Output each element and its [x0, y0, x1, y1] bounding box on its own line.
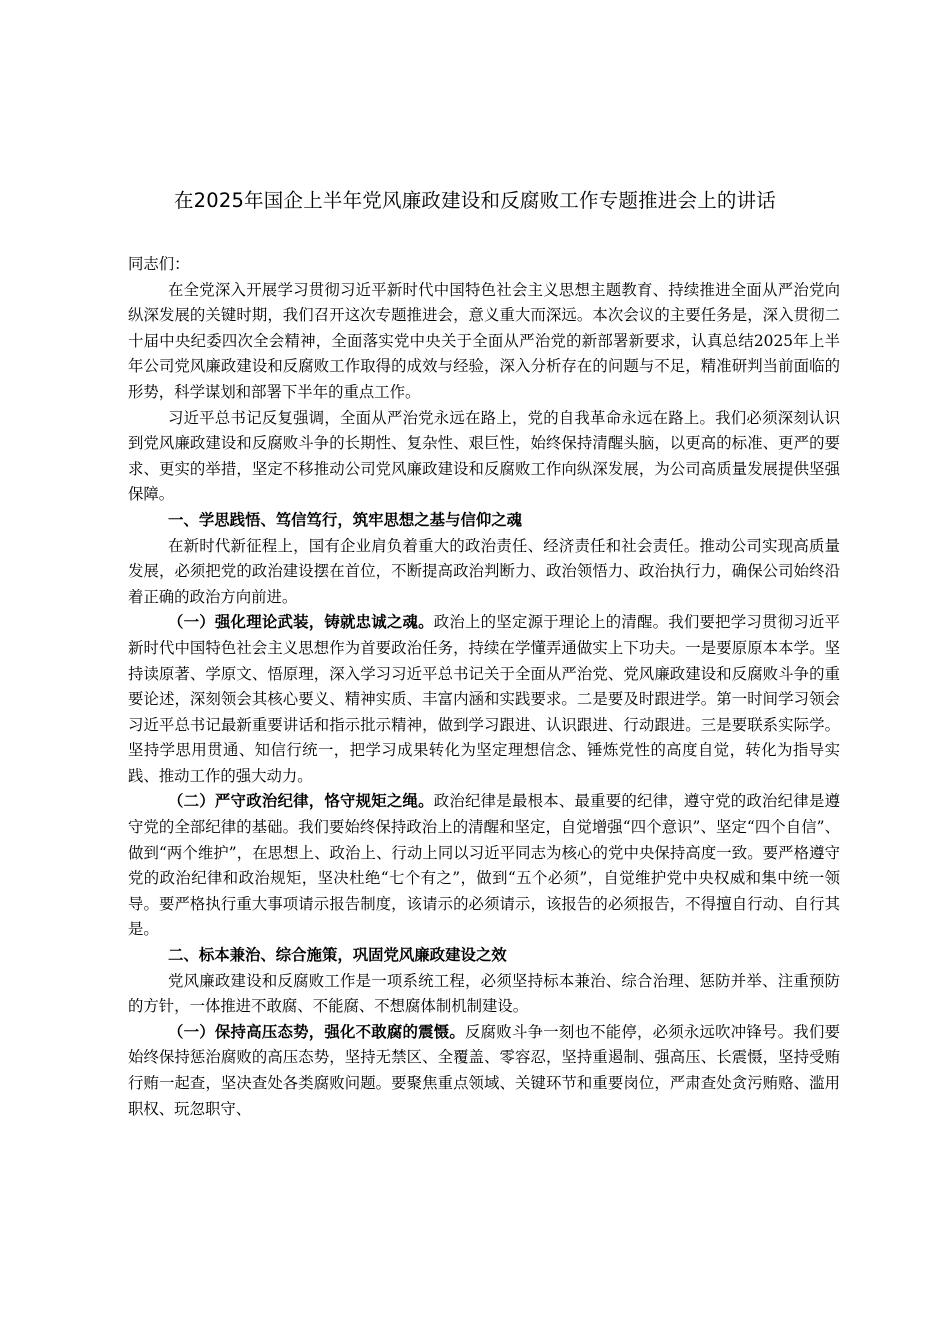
paragraph-political-discipline: [128, 789, 840, 943]
paragraph-text: 政治上的坚定源于理论上的清醒。我们要把学习贯彻习近平新时代中国特色社会主义思想作为首要政治任务，持续在学懂弄通做实上下功夫。一是要原原本本学。坚持读原著、学原文、悟原理，深入学习习近平总书记关于全面从严治党、党风廉政建设和反腐败斗争的重要论述，深刻领会其核心要义、精神实质、丰富内涵和实践要求。二是要及时跟进学。第一时间学习领会习近平总书记最新重要讲话和指示批示精神，做到学习跟进、认识跟进、行动跟进。三是要联系实际学。坚持学思用贯通、知信行统一，把学习成果转化为坚定理想信念、锤炼党性的高度自觉，转化为指导实践、推动工作的强大动力。: [128, 613, 840, 785]
paragraph-theory-armament: [128, 610, 840, 789]
paragraph-lead: （二）严守政治纪律，恪守规矩之绳。: [168, 792, 434, 811]
paragraph-high-pressure: [128, 1020, 840, 1122]
paragraph-text: 政治纪律是最根本、最重要的纪律，遵守党的政治纪律是遵守党的全部纪律的基础。我们要始终保持政治上的清醒和坚定，自觉增强“四个意识”、坚定“四个自信”、做到“两个维护”，在思想上、政治上、行动上同以习近平同志为核心的党中央保持高度一致。要严格遵守党的政治纪律和政治规矩，坚决杜绝“七个有之”，做到“五个必须”，自觉维护党中央权威和集中统一领导。要严格执行重大事项请示报告制度，该请示的必须请示，该报告的必须报告，不得擅自行动、自行其是。: [128, 792, 840, 939]
paragraph-lead: （一）保持高压态势，强化不敢腐的震慑。: [168, 1022, 466, 1041]
paragraph-political-building: 在新时代新征程上，国有企业肩负着重大的政治责任、经济责任和社会责任。推动公司实现高质量发展，必须把党的政治建设摆在首位，不断提高政治判断力、政治领悟力、政治执行力，确保公司始终沿着正确的政治方向前进。: [128, 536, 840, 606]
paragraph-system-engineering: 党风廉政建设和反腐败工作是一项系统工程，必须坚持标本兼治、综合治理、惩防并举、注重预防的方针，一体推进不敢腐、不能腐、不想腐体制机制建设。: [128, 971, 840, 1016]
document-body: [128, 252, 840, 1122]
document-title: 在2025年国企上半年党风廉政建设和反腐败工作专题推进会上的讲话: [173, 189, 777, 212]
section-heading-1: 一、学思践悟、笃信笃行，筑牢思想之基与信仰之魂: [168, 510, 523, 529]
section-heading-2: 二、标本兼治、综合施策，巩固党风廉政建设之效: [168, 946, 507, 965]
paragraph-strict-governance: 习近平总书记反复强调，全面从严治党永远在路上，党的自我革命永远在路上。我们必须深刻认识到党风廉政建设和反腐败斗争的长期性、复杂性、艰巨性，始终保持清醒头脑，以更高的标准、更严的要求、更实的举措，坚定不移推动公司党风廉政建设和反腐败工作向纵深发展，为公司高质量发展提供坚强保障。: [128, 408, 840, 504]
salutation: 同志们：: [128, 255, 190, 273]
paragraph-text: 反腐败斗争一刻也不能停，必须永远吹冲锋号。我们要始终保持惩治腐败的高压态势，坚持无禁区、全覆盖、零容忍，坚持重遏制、强高压、长震慑，坚持受贿行贿一起查，坚决查处各类腐败问题。要聚焦重点领域、关键环节和重要岗位，严肃查处贪污贿赂、滥用职权、玩忽职守、: [128, 1022, 840, 1118]
paragraph-lead: （一）强化理论武装，铸就忠诚之魂。: [168, 613, 434, 632]
paragraph-intro: 在全党深入开展学习贯彻习近平新时代中国特色社会主义思想主题教育、持续推进全面从严治党向纵深发展的关键时期，我们召开这次专题推进会，意义重大而深远。本次会议的主要任务是，深入贯彻二十届中央纪委四次全会精神，全面落实党中央关于全面从严治党的新部署新要求，认真总结2025年上半年公司党风廉政建设和反腐败工作取得的成效与经验，深入分析存在的问题与不足，精准研判当前面临的形势，科学谋划和部署下半年的重点工作。: [128, 280, 840, 401]
